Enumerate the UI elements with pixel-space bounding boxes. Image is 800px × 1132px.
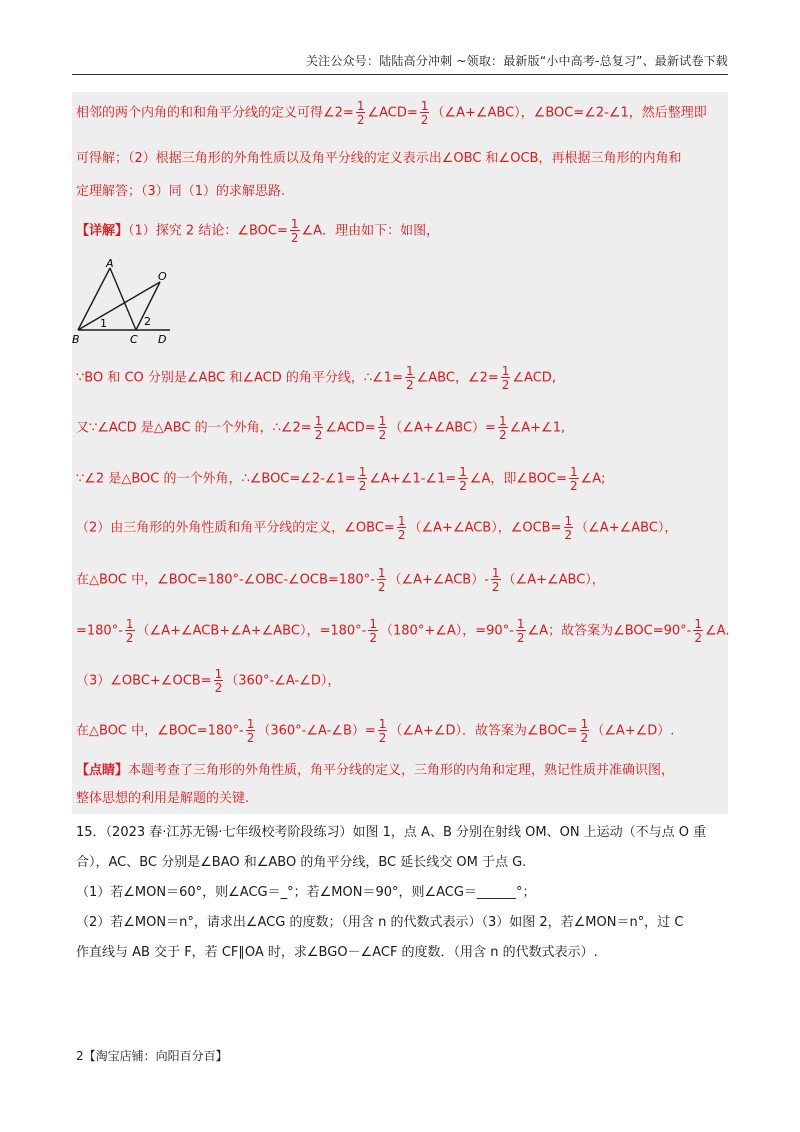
question-line-4: （2）若∠MON＝n°，请求出∠ACG 的度数；（用含 n 的代数式表示）（3）如图 2，若∠MON＝n°，过 C — [76, 915, 684, 930]
text: =180°- — [76, 623, 123, 639]
fraction-half: $\frac{1}{2}$ — [356, 99, 365, 127]
text: 在△BOC 中，∠BOC=180°-∠OBC-∠OCB=180°- — [76, 572, 375, 588]
text: ∠A+∠1, — [509, 420, 566, 436]
answer-line-5 — [76, 365, 556, 391]
answer-line-3: 定理解答；（3）同（1）的求解思路. — [76, 184, 286, 199]
label-O: O — [158, 270, 167, 283]
text: （∠A+∠ACB）- — [388, 572, 489, 588]
fraction-half: $\frac{1}{2}$ — [377, 566, 386, 594]
answer-line-9 — [76, 567, 605, 593]
text: 在△BOC 中，∠BOC=180°- — [76, 723, 244, 739]
label-D: D — [158, 333, 167, 346]
text: （180°+∠A），=90°- — [380, 623, 514, 639]
fraction-half: $\frac{1}{2}$ — [498, 414, 507, 442]
fraction-half: $\frac{1}{2}$ — [246, 717, 255, 745]
label-B: B — [72, 333, 80, 346]
text: （∠A+∠ACB），∠OCB= — [408, 520, 562, 536]
fraction-half: $\frac{1}{2}$ — [694, 617, 702, 645]
text: ∠ACD= — [367, 105, 418, 121]
text: （360°-∠A-∠D）， — [225, 673, 341, 689]
detail-tag: 【详解】 — [76, 223, 129, 239]
fraction-half: $\frac{1}{2}$ — [491, 566, 500, 594]
fraction-half: $\frac{1}{2}$ — [369, 617, 377, 645]
fraction-half: $\frac{1}{2}$ — [314, 414, 323, 442]
text: （∠A+∠ABC），∠BOC=∠2-∠1，然后整理即 — [431, 105, 707, 121]
question-line-1: 15．（2023 春·江苏无锡·七年级校考阶段练习）如图 1，点 A、B 分别在射线 OM、ON 上运动（不与点 O 重 — [76, 825, 707, 840]
fraction-half: $\frac{1}{2}$ — [501, 364, 510, 392]
answer-line-1 — [76, 100, 707, 126]
fraction-half: $\frac{1}{2}$ — [516, 617, 525, 645]
answer-line-6 — [76, 415, 565, 441]
text: （∠A+∠D）．故答案为∠BOC= — [389, 723, 578, 739]
fraction-half: $\frac{1}{2}$ — [378, 414, 387, 442]
question-line-5: 作直线与 AB 交于 F，若 CF∥OA 时，求∠BGO－∠ACF 的度数．（用含 n 的代数式表示）. — [76, 945, 598, 960]
question-line-3: （1）若∠MON＝60°，则∠ACG＝_°；若∠MON＝90°，则∠ACG＝______°； — [76, 885, 536, 900]
fraction-half: $\frac{1}{2}$ — [290, 217, 299, 245]
fraction-half: $\frac{1}{2}$ — [459, 465, 467, 493]
fraction-half: $\frac{1}{2}$ — [420, 99, 429, 127]
fraction-half: $\frac{1}{2}$ — [564, 514, 573, 542]
text: （3）∠OBC+∠OCB= — [76, 673, 212, 689]
page-footer: 2【淘宝店铺：向阳百分百】 — [76, 1049, 228, 1063]
text: ∠A+∠1-∠1= — [369, 471, 457, 487]
answer-line-4 — [76, 218, 439, 244]
text: （2）由三角形的外角性质和角平分线的定义，∠OBC= — [76, 520, 395, 536]
text: 本题考查了三角形的外角性质，角平分线的定义，三角形的内角和定理，熟记性质并准确识图， — [128, 763, 675, 778]
answer-line-10 — [76, 618, 729, 644]
text: ∠ACD, — [512, 370, 556, 386]
text: （∠A+∠ACB+∠A+∠ABC），=180°- — [136, 623, 367, 639]
label-C: C — [130, 333, 138, 346]
text: ∠A. — [705, 623, 730, 639]
fraction-half: $\frac{1}{2}$ — [580, 717, 589, 745]
answer-line-14: 整体思想的利用是解题的关键. — [76, 791, 250, 806]
text: ∵BO 和 CO 分别是∠ABC 和∠ACD 的角平分线，∴∠1= — [76, 370, 403, 386]
page-header: 关注公众号：陆陆高分冲刺 ~领取：最新版“小中高考-总复习”、最新试卷下载 — [72, 52, 728, 75]
text: ∠A; — [580, 471, 606, 487]
fraction-half: $\frac{1}{2}$ — [569, 465, 578, 493]
text: （1）探究 2 结论：∠BOC= — [128, 223, 288, 239]
answer-line-8 — [76, 515, 677, 541]
fraction-half: $\frac{1}{2}$ — [378, 717, 387, 745]
text: ∠A，即∠BOC= — [469, 471, 567, 487]
label-angle-1: 1 — [100, 317, 107, 330]
answer-line-7 — [76, 466, 606, 492]
fraction-half: $\frac{1}{2}$ — [125, 617, 134, 645]
text: （∠A+∠ABC）= — [389, 420, 496, 436]
label-A: A — [106, 257, 114, 270]
text: ∠A；故答案为∠BOC=90°- — [527, 623, 692, 639]
text: （∠A+∠D）. — [591, 723, 675, 739]
text: 相邻的两个内角的和和角平分线的定义可得∠2= — [76, 105, 354, 121]
answer-line-11 — [76, 668, 340, 694]
text: 又∵∠ACD 是△ABC 的一个外角，∴∠2= — [76, 420, 312, 436]
fraction-half: $\frac{1}{2}$ — [397, 514, 406, 542]
text: ∠ACD= — [325, 420, 376, 436]
answer-line-12 — [76, 718, 674, 744]
text: （360°-∠A-∠B）= — [257, 723, 376, 739]
text: （∠A+∠ABC）， — [502, 572, 605, 588]
label-angle-2: 2 — [144, 315, 151, 328]
answer-line-13 — [76, 762, 674, 780]
text: ∠A．理由如下：如图， — [301, 223, 440, 239]
fraction-half: $\frac{1}{2}$ — [214, 667, 223, 695]
text: ∠ABC，∠2= — [416, 370, 499, 386]
answer-line-2: 可得解；（2）根据三角形的外角性质以及角平分线的定义表示出∠OBC 和∠OCB，再根据三角形的内角和 — [76, 151, 682, 166]
text: （∠A+∠ABC）， — [575, 520, 678, 536]
triangle-figure — [70, 256, 180, 348]
fraction-half: $\frac{1}{2}$ — [358, 465, 367, 493]
question-line-2: 合），AC、BC 分别是∠BAO 和∠ABO 的角平分线，BC 延长线交 OM 于点 G. — [76, 855, 527, 870]
text: ∵∠2 是△BOC 的一个外角，∴∠BOC=∠2-∠1= — [76, 471, 356, 487]
fraction-half: $\frac{1}{2}$ — [405, 364, 414, 392]
comment-tag: 【点睛】 — [76, 763, 129, 778]
